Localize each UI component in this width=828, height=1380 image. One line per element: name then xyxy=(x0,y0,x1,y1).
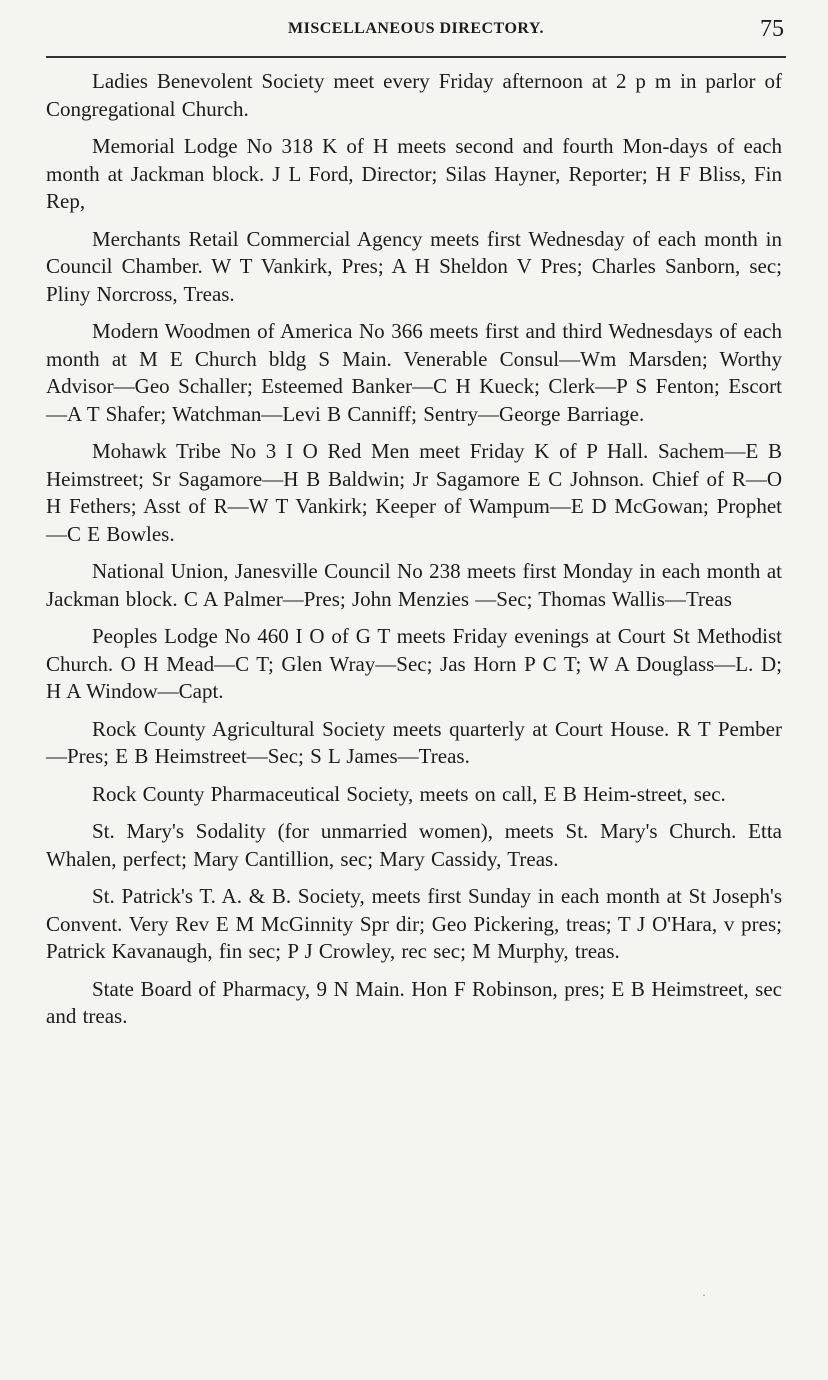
directory-entry: Rock County Agricultural Society meets quarterly at Court House. R T Pember—Pres; E B Heimstreet—Sec; S L James—Treas. xyxy=(46,716,782,768)
directory-entry: Memorial Lodge No 318 K of H meets second and fourth Mon-days of each month at Jackman block. J L Ford, Director; Silas Hayner, Reporter; H F Bliss, Fin Rep, xyxy=(46,134,782,213)
header-rule xyxy=(46,56,786,58)
directory-entry: St. Mary's Sodality (for unmarried women), meets St. Mary's Church. Etta Whalen, perfect; Mary Cantillion, sec; Mary Cassidy, Treas. xyxy=(46,819,782,871)
page-header xyxy=(46,16,786,46)
directory-entry: National Union, Janesville Council No 238 meets first Monday in each month at Jackman block. C A Palmer—Pres; John Menzies —Sec; Thomas Wallis—Treas xyxy=(46,559,782,611)
directory-entries xyxy=(46,68,782,1041)
page-title: MISCELLANEOUS DIRECTORY. xyxy=(288,20,544,37)
directory-entry: Merchants Retail Commercial Agency meets first Wednesday of each month in Council Chamber. W T Vankirk, Pres; A H Sheldon V Pres; Charles Sanborn, sec; Pliny Norcross, Treas. xyxy=(46,226,782,306)
page-number: 75 xyxy=(760,16,784,42)
directory-entry: Rock County Pharmaceutical Society, meets on call, E B Heim-street, sec. xyxy=(92,781,726,806)
directory-entry: Ladies Benevolent Society meet every Friday afternoon at 2 p m in parlor of Congregational Church. xyxy=(46,69,782,121)
directory-entry: Modern Woodmen of America No 366 meets first and third Wednesdays of each month at M E Church bldg S Main. Venerable Consul—Wm Marsden; Worthy Advisor—Geo Schaller; Esteemed Banker—C H Kueck; Clerk—P S Fenton; Escort—A T Shafer; Watchman—Levi B Canniff; Sentry—George Barriage. xyxy=(46,319,782,426)
directory-entry: Mohawk Tribe No 3 I O Red Men meet Friday K of P Hall. Sachem—E B Heimstreet; Sr Sagamore—H B Baldwin; Jr Sagamore E C Johnson. Chief of R—O H Fethers; Asst of R—W T Vankirk; Keeper of Wampum—E D McGowan; Prophet—C E Bowles. xyxy=(46,439,782,546)
directory-entry: State Board of Pharmacy, 9 N Main. Hon F Robinson, pres; E B Heimstreet, sec and treas. xyxy=(46,976,782,1028)
directory-entry: St. Patrick's T. A. & B. Society, meets first Sunday in each month at St Joseph's Convent. Very Rev E M McGinnity Spr dir; Geo Pickering, treas; T J O'Hara, v pres; Patrick Kavanaugh, fin sec; P J Crowley, rec sec; M Murphy, treas. xyxy=(46,884,782,963)
directory-entry: Peoples Lodge No 460 I O of G T meets Friday evenings at Court St Methodist Church. O H Mead—C T; Glen Wray—Sec; Jas Horn P C T; W A Douglass—L. D; H A Window—Capt. xyxy=(46,624,782,703)
print-speck: · xyxy=(702,1288,706,1302)
